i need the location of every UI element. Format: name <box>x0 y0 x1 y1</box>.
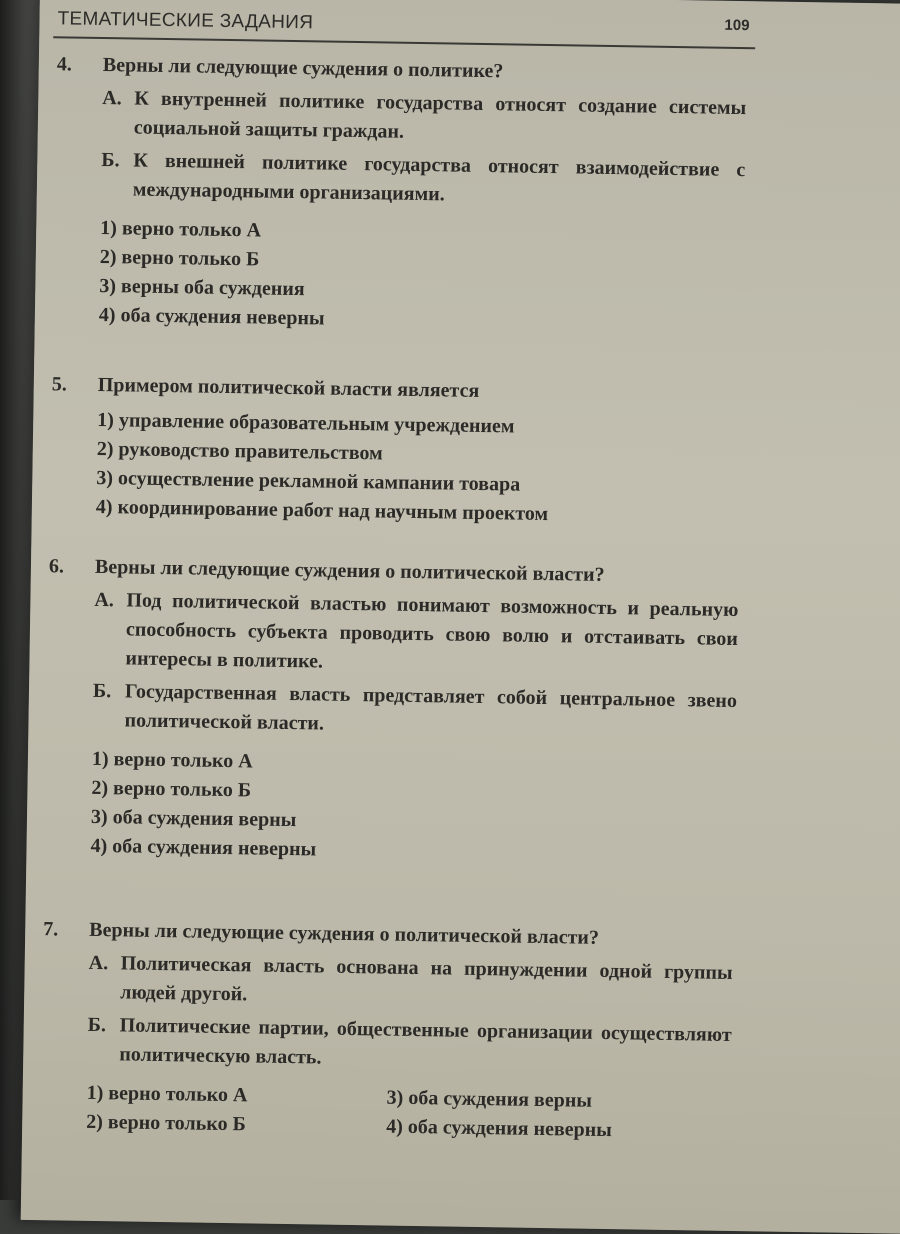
answer-option: 2) руководство правительством <box>96 437 383 465</box>
judgment-b <box>87 1011 732 1079</box>
question-6 <box>44 552 739 871</box>
judgment-letter: Б. <box>101 148 120 172</box>
book-page <box>21 0 900 1234</box>
answer-options <box>99 214 745 340</box>
answer-option: 3) оба суждения верны <box>90 805 297 832</box>
question-number: 5. <box>51 373 67 396</box>
answer-option: 3) осуществление рекламной кампании товара <box>96 466 521 496</box>
answer-option: 4) координирование работ над научным проектом <box>95 495 549 526</box>
question-text: Верны ли следующие суждения о политике? <box>102 53 504 83</box>
answer-option: 3) верны оба суждения <box>99 274 305 301</box>
question-text: Примером политической власти является <box>97 373 480 402</box>
judgment-letter: А. <box>102 86 122 110</box>
judgment-text: Политическая власть основана на принуждении одной группы людей другой. <box>120 952 733 1006</box>
section-title: ТЕМАТИЧЕСКИЕ ЗАДАНИЯ <box>57 8 314 34</box>
question-number: 4. <box>56 53 73 76</box>
judgment-letter: А. <box>94 588 115 612</box>
answer-option: 4) оба суждения неверны <box>386 1115 613 1142</box>
judgment-text: Государственная власть представляет собой центральное звено политической власти. <box>124 680 738 735</box>
answer-options <box>90 745 736 871</box>
question-text: Верны ли следующие суждения о политической власти? <box>89 918 600 949</box>
answer-option: 4) оба суждения неверны <box>98 303 325 330</box>
question-text: Верны ли следующие суждения о политической власти? <box>94 555 605 586</box>
judgment-b <box>101 146 746 214</box>
answer-option: 3) оба суждения верны <box>386 1086 593 1112</box>
page-header <box>53 2 755 49</box>
judgment-text: Под политической властью понимают возможность и реальную способность субъекта проводить свою волю и отстаивать свои интересы в политике. <box>125 589 739 673</box>
question-4 <box>53 50 747 340</box>
judgment-a <box>93 586 738 683</box>
answer-option: 2) верно только Б <box>86 1110 246 1136</box>
judgment-a <box>88 949 733 1017</box>
answer-option: 2) верно только Б <box>91 776 252 802</box>
judgment-text: К внутренней политике государства относят создание системы социальной защиты граждан. <box>133 87 747 143</box>
question-5 <box>50 370 742 532</box>
judgment-letter: А. <box>88 951 109 975</box>
judgment-letter: Б. <box>87 1013 107 1037</box>
answer-option: 2) верно только Б <box>99 245 260 271</box>
judgment-a <box>102 84 747 152</box>
judgment-letter: Б. <box>92 679 112 703</box>
question-7 <box>40 915 733 1147</box>
answer-options <box>86 1079 731 1147</box>
answer-options <box>96 406 742 532</box>
judgment-b <box>92 677 737 745</box>
answer-option: 1) верно только А <box>91 747 253 773</box>
answer-option: 1) верно только А <box>100 216 262 242</box>
judgment-text: Политические партии, общественные организации осуществляют политическую власть. <box>119 1014 732 1069</box>
answer-option: 1) верно только А <box>86 1081 248 1107</box>
answer-option: 1) управление образовательным учреждением <box>97 408 515 438</box>
answer-option: 4) оба суждения неверны <box>90 834 317 861</box>
judgment-text: К внешней политике государства относят взаимодействие с международными организациями. <box>132 149 746 206</box>
page-number: 109 <box>724 16 750 35</box>
question-number: 7. <box>43 918 59 941</box>
question-number: 6. <box>48 555 65 578</box>
